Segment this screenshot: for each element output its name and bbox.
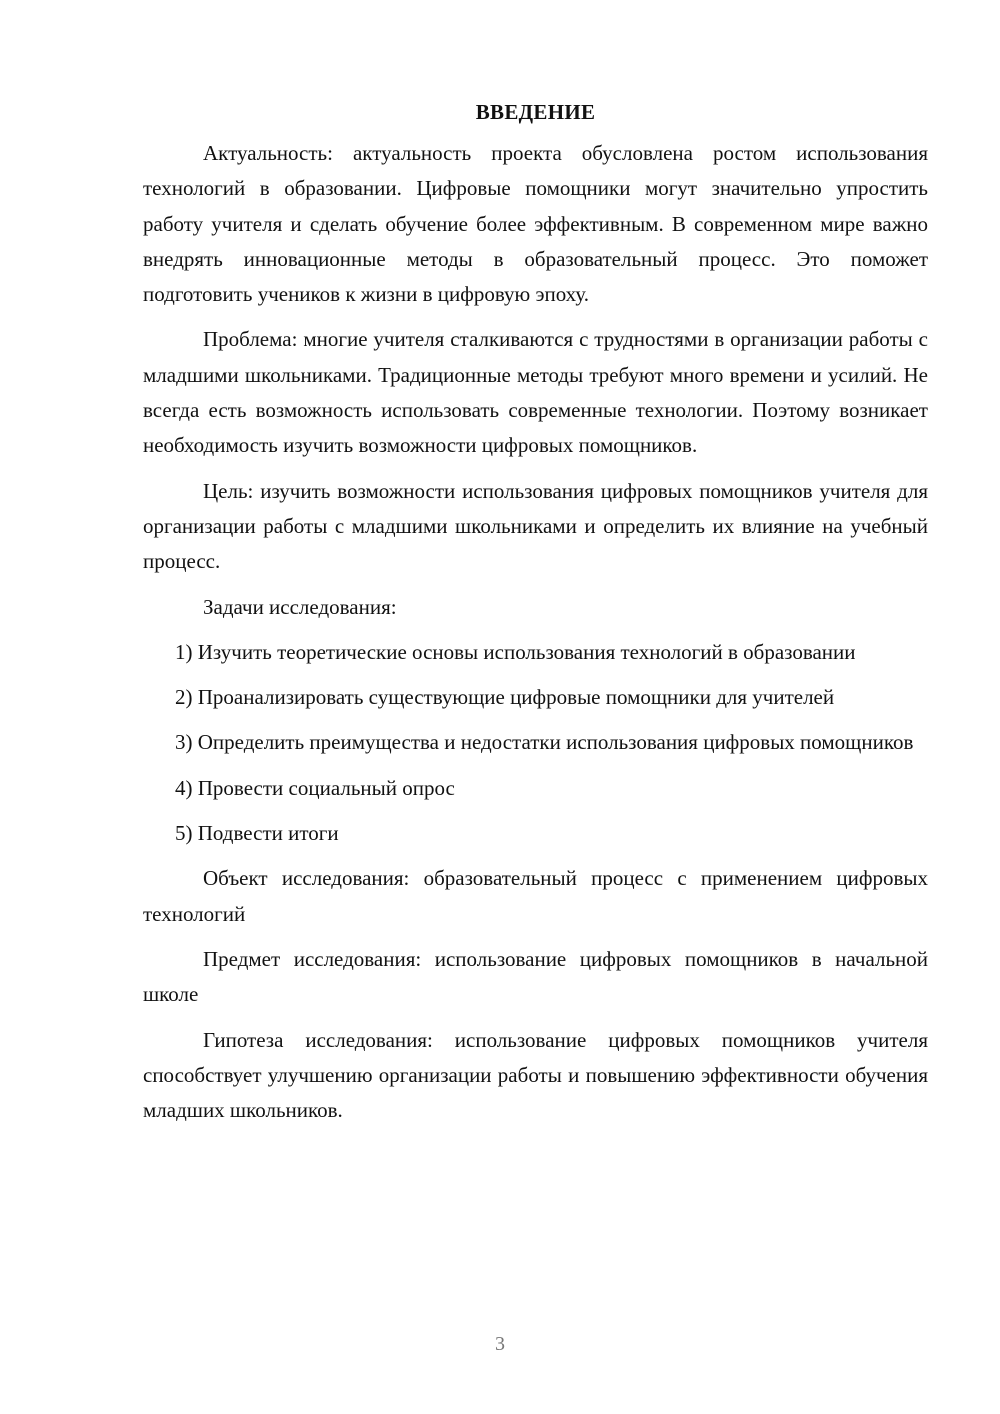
paragraph-tasks-heading: Задачи исследования: xyxy=(203,594,397,619)
task-list-item: 2) Проанализировать существующие цифровые помощники для учителей xyxy=(175,685,835,710)
paragraph-goal: Цель: изучить возможности использования цифровых помощников учителя для организации работы с младшими школьниками и определить их влияние на учебный процесс. xyxy=(143,478,928,574)
page-number: 3 xyxy=(495,1333,505,1355)
paragraph-subject: Предмет исследования: использование цифровых помощников в начальной школе xyxy=(143,946,928,1007)
paragraph-object: Объект исследования: образовательный процесс с применением цифровых технологий xyxy=(143,866,928,926)
paragraph-problem: Проблема: многие учителя сталкиваются с трудностями в организации работы с младшими школьниками. Традиционные методы требуют много времени и усилий. Не всегда есть возможность использовать современные технологии. Поэтому возникает необходимость изучить возможности цифровых помощников. xyxy=(143,327,928,458)
task-list-item: 1) Изучить теоретические основы использования технологий в образовании xyxy=(175,639,856,664)
task-list-item: 3) Определить преимущества и недостатки использования цифровых помощников xyxy=(175,730,914,755)
task-list-item: 4) Провести социальный опрос xyxy=(175,775,455,800)
paragraph-relevance: Актуальность: актуальность проекта обусловлена ростом использования технологий в образовании. Цифровые помощники могут значительно упростить работу учителя и сделать обучение более эффективным. В современном мире важно внедрять инновационные методы в образовательный процесс. Это поможет подготовить учеников к жизни в цифровую эпоху. xyxy=(143,141,928,307)
page-content xyxy=(143,95,928,1138)
task-list-item: 5) Подвести итоги xyxy=(175,821,339,846)
page-title: ВВЕДЕНИЕ xyxy=(475,100,596,124)
paragraph-hypothesis: Гипотеза исследования: использование цифровых помощников учителя способствует улучшению организации работы и повышению эффективности обучения младших школьников. xyxy=(143,1027,928,1123)
